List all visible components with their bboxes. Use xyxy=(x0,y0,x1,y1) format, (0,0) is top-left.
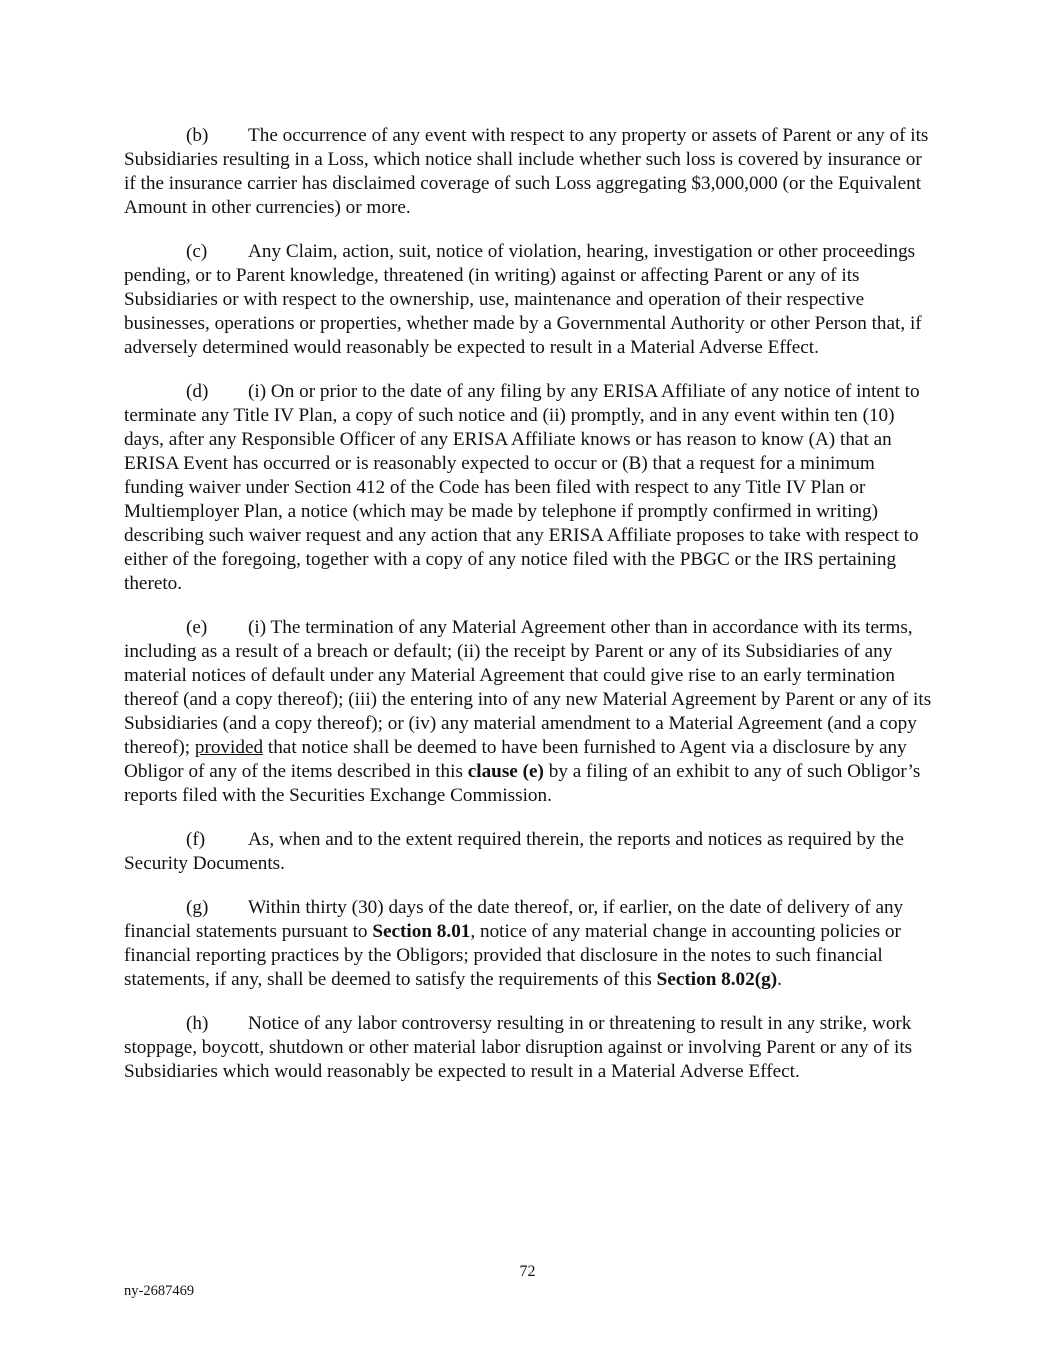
paragraph-label: (h) xyxy=(186,1013,209,1034)
paragraph-h xyxy=(124,1012,934,1084)
paragraph-text: As, when and to the extent required therein, the reports and notices as required by the Security Documents. xyxy=(124,829,904,874)
paragraph-label: (b) xyxy=(186,125,209,146)
clause-reference: clause (e) xyxy=(467,761,544,782)
document-id: ny-2687469 xyxy=(124,1283,195,1299)
paragraph-text: Any Claim, action, suit, notice of violation, hearing, investigation or other proceedings pending, or to Parent knowledge, threatened (in writing) against or affecting Parent or any of its Subsidiaries or with respect to the ownership, use, maintenance and operation of their respective businesses, operations or properties, whether made by a Governmental Authority or other Person that, if adversely determined would reasonably be expected to result in a Material Adverse Effect. xyxy=(124,241,922,358)
paragraph-text: (i) The termination of any Material Agreement other than in accordance with its terms, including as a result of a breach or default; (ii) the receipt by Parent or any of its Subsidiaries of any material notices of default under any Material Agreement that could give rise to an early termination thereof (and a copy thereof); (iii) the entering into of any new Material Agreement by Parent or any of its Subsidiaries (and a copy thereof); or (iv) any material amendment to a Material Agreement (and a copy thereof); xyxy=(124,617,932,758)
paragraph-text: The occurrence of any event with respect to any property or assets of Parent or any of its Subsidiaries resulting in a Loss, which notice shall include whether such loss is covered by insurance or if the insurance carrier has disclaimed coverage of such Loss aggregating $3,000,000 (or the Equivalent Amount in other currencies) or more. xyxy=(124,125,929,218)
paragraph-text: (i) On or prior to the date of any filing by any ERISA Affiliate of any notice of intent to terminate any Title IV Plan, a copy of such notice and (ii) promptly, and in any event within ten (10) days, after any Responsible Officer of any ERISA Affiliate knows or has reason to know (A) that an ERISA Event has occurred or is reasonably expected to occur or (B) that a request for a minimum funding waiver under Section 412 of the Code has been filed with respect to any Title IV Plan or Multiemployer Plan, a notice (which may be made by telephone if promptly confirmed in writing) describing such waiver request and any action that any ERISA Affiliate proposes to take with respect to either of the foregoing, together with a copy of any notice filed with the PBGC or the IRS pertaining thereto. xyxy=(124,381,920,594)
paragraph-label: (e) xyxy=(186,617,208,638)
paragraph-label: (c) xyxy=(186,241,208,262)
paragraph-b xyxy=(124,124,934,220)
section-reference: Section 8.01 xyxy=(372,921,471,942)
paragraph-text: , notice of any material change in accounting policies or financial reporting practices by the Obligors; provided that disclosure in the notes to such financial statements, if any, shall be deemed to satisfy the requirements of this xyxy=(124,921,901,990)
paragraph-g xyxy=(124,896,934,992)
paragraph-text: Within thirty (30) days of the date thereof, or, if earlier, on the date of delivery of any financial statements pursuant to xyxy=(124,897,904,942)
page-number: 72 xyxy=(519,1263,536,1280)
paragraph-text: by a filing of an exhibit to any of such Obligor’s reports filed with the Securities Exchange Commission. xyxy=(124,761,921,806)
paragraph-text: . xyxy=(777,969,782,990)
paragraph-c xyxy=(124,240,934,360)
paragraph-e xyxy=(124,616,934,808)
paragraph-label: (f) xyxy=(186,829,206,850)
document-body xyxy=(124,124,934,1104)
paragraph-label: (d) xyxy=(186,381,209,402)
underlined-term: provided xyxy=(194,737,264,758)
paragraph-text: Notice of any labor controversy resulting in or threatening to result in any strike, work stoppage, boycott, shutdown or other material labor disruption against or involving Parent or any of its Subsidiaries which would reasonably be expected to result in a Material Adverse Effect. xyxy=(124,1013,913,1082)
paragraph-text: that notice shall be deemed to have been furnished to Agent via a disclosure by any Obligor of any of the items described in this xyxy=(124,737,907,782)
paragraph-f xyxy=(124,828,934,876)
paragraph-d xyxy=(124,380,934,596)
paragraph-label: (g) xyxy=(186,897,209,918)
section-reference: Section 8.02(g) xyxy=(656,969,778,990)
